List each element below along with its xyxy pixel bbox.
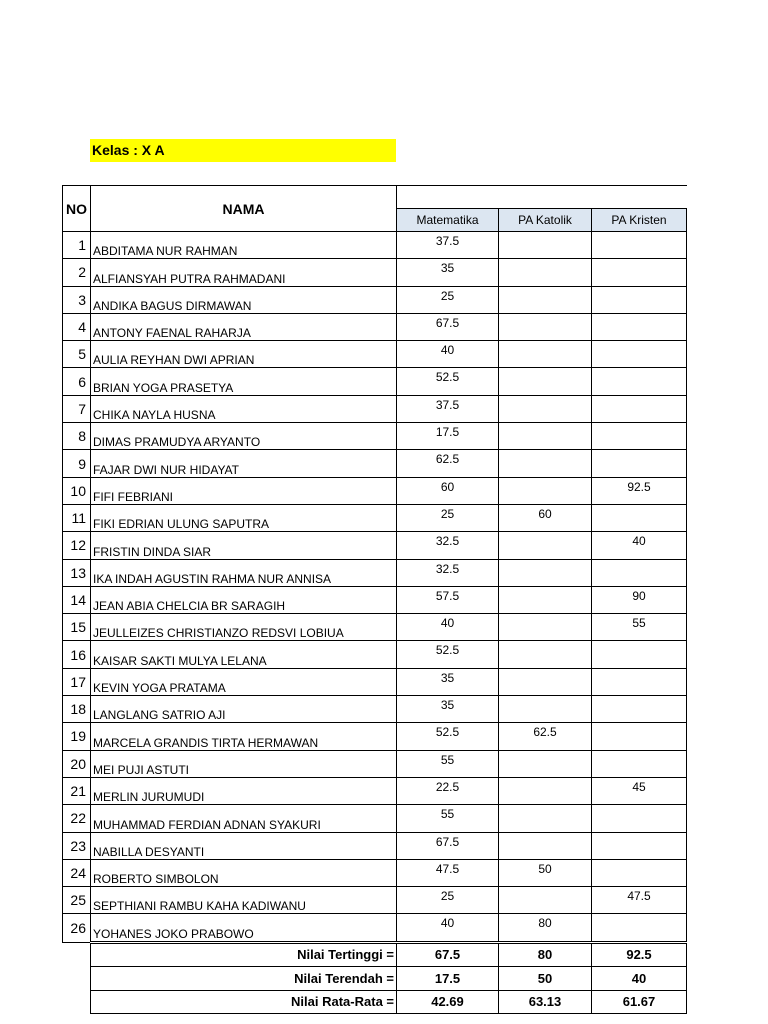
table-row	[63, 423, 687, 450]
score-pa-katolik	[499, 368, 592, 395]
student-name: ROBERTO SIMBOLON	[91, 859, 397, 886]
table-row	[63, 614, 687, 641]
score-matematika: 47.5	[397, 859, 499, 886]
score-pa-katolik	[499, 477, 592, 504]
score-pa-katolik	[499, 450, 592, 477]
student-name: ANDIKA BAGUS DIRMAWAN	[91, 286, 397, 313]
score-pa-kristen	[592, 259, 687, 286]
score-matematika: 35	[397, 696, 499, 723]
score-pa-katolik	[499, 641, 592, 668]
score-pa-kristen: 47.5	[592, 887, 687, 914]
student-name: MERLIN JURUMUDI	[91, 777, 397, 804]
row-number: 22	[63, 805, 91, 832]
score-pa-kristen	[592, 641, 687, 668]
student-name: IKA INDAH AGUSTIN RAHMA NUR ANNISA	[91, 559, 397, 586]
score-pa-kristen	[592, 914, 687, 942]
student-name: CHIKA NAYLA HUSNA	[91, 395, 397, 422]
summary-pa-kristen: 92.5	[592, 942, 687, 967]
summary-pa-katolik: 63.13	[499, 990, 592, 1014]
row-number: 1	[63, 232, 91, 259]
student-name: KEVIN YOGA PRATAMA	[91, 668, 397, 695]
score-pa-katolik	[499, 259, 592, 286]
table-row	[63, 723, 687, 750]
score-pa-kristen	[592, 696, 687, 723]
table-row	[63, 750, 687, 777]
summary-row	[63, 942, 687, 967]
score-pa-katolik	[499, 232, 592, 259]
student-name: AULIA REYHAN DWI APRIAN	[91, 341, 397, 368]
table-row	[63, 532, 687, 559]
grades-table	[62, 185, 687, 1014]
summary-pa-kristen: 61.67	[592, 990, 687, 1014]
summary-pa-katolik: 50	[499, 967, 592, 991]
table-row	[63, 504, 687, 531]
student-name: FIFI FEBRIANI	[91, 477, 397, 504]
row-number: 12	[63, 532, 91, 559]
row-number: 26	[63, 914, 91, 942]
row-number: 10	[63, 477, 91, 504]
summary-spacer	[63, 942, 91, 967]
header-row-top	[63, 186, 687, 209]
table-row	[63, 259, 687, 286]
student-name: BRIAN YOGA PRASETYA	[91, 368, 397, 395]
score-pa-katolik	[499, 750, 592, 777]
score-pa-katolik	[499, 532, 592, 559]
row-number: 24	[63, 859, 91, 886]
row-number: 6	[63, 368, 91, 395]
header-pa-katolik: PA Katolik	[499, 209, 592, 232]
table-row	[63, 286, 687, 313]
score-pa-kristen	[592, 286, 687, 313]
score-pa-katolik	[499, 313, 592, 340]
score-pa-kristen	[592, 723, 687, 750]
row-number: 13	[63, 559, 91, 586]
table-row	[63, 805, 687, 832]
row-number: 2	[63, 259, 91, 286]
table-row	[63, 668, 687, 695]
score-pa-katolik	[499, 586, 592, 613]
score-matematika: 32.5	[397, 532, 499, 559]
table-row	[63, 586, 687, 613]
summary-row	[63, 967, 687, 991]
score-matematika: 25	[397, 504, 499, 531]
summary-matematika: 42.69	[397, 990, 499, 1014]
summary-matematika: 17.5	[397, 967, 499, 991]
score-matematika: 40	[397, 614, 499, 641]
row-number: 11	[63, 504, 91, 531]
summary-label: Nilai Tertinggi =	[91, 942, 397, 967]
score-pa-kristen: 45	[592, 777, 687, 804]
student-name: MUHAMMAD FERDIAN ADNAN SYAKURI	[91, 805, 397, 832]
table-row	[63, 641, 687, 668]
header-nama: NAMA	[91, 186, 397, 232]
score-pa-kristen	[592, 559, 687, 586]
table-row	[63, 395, 687, 422]
score-pa-katolik	[499, 559, 592, 586]
score-matematika: 52.5	[397, 368, 499, 395]
row-number: 25	[63, 887, 91, 914]
row-number: 5	[63, 341, 91, 368]
score-pa-kristen: 92.5	[592, 477, 687, 504]
row-number: 9	[63, 450, 91, 477]
summary-row	[63, 990, 687, 1014]
table-row	[63, 887, 687, 914]
score-pa-kristen	[592, 805, 687, 832]
table-row	[63, 859, 687, 886]
score-matematika: 40	[397, 914, 499, 942]
score-matematika: 37.5	[397, 395, 499, 422]
score-pa-kristen	[592, 232, 687, 259]
row-number: 8	[63, 423, 91, 450]
score-pa-kristen: 40	[592, 532, 687, 559]
score-pa-kristen	[592, 832, 687, 859]
row-number: 19	[63, 723, 91, 750]
row-number: 14	[63, 586, 91, 613]
student-name: MARCELA GRANDIS TIRTA HERMAWAN	[91, 723, 397, 750]
student-name: FIKI EDRIAN ULUNG SAPUTRA	[91, 504, 397, 531]
score-matematika: 25	[397, 887, 499, 914]
summary-pa-katolik: 80	[499, 942, 592, 967]
score-pa-kristen	[592, 859, 687, 886]
row-number: 20	[63, 750, 91, 777]
score-matematika: 35	[397, 668, 499, 695]
student-name: MEI PUJI ASTUTI	[91, 750, 397, 777]
score-pa-katolik	[499, 286, 592, 313]
header-pa-kristen: PA Kristen	[592, 209, 687, 232]
score-pa-kristen	[592, 368, 687, 395]
row-number: 17	[63, 668, 91, 695]
score-pa-kristen: 90	[592, 586, 687, 613]
summary-label: Nilai Terendah =	[91, 967, 397, 991]
score-pa-katolik	[499, 887, 592, 914]
score-pa-katolik	[499, 614, 592, 641]
score-matematika: 32.5	[397, 559, 499, 586]
score-pa-kristen: 55	[592, 614, 687, 641]
class-label: Kelas : X A	[90, 139, 396, 162]
table-row	[63, 450, 687, 477]
score-pa-katolik: 60	[499, 504, 592, 531]
row-number: 15	[63, 614, 91, 641]
student-name: ANTONY FAENAL RAHARJA	[91, 313, 397, 340]
table-row	[63, 914, 687, 942]
student-name: FAJAR DWI NUR HIDAYAT	[91, 450, 397, 477]
score-pa-kristen	[592, 395, 687, 422]
score-pa-katolik: 50	[499, 859, 592, 886]
student-name: DIMAS PRAMUDYA ARYANTO	[91, 423, 397, 450]
score-pa-katolik	[499, 696, 592, 723]
table-row	[63, 477, 687, 504]
score-matematika: 67.5	[397, 832, 499, 859]
score-matematika: 22.5	[397, 777, 499, 804]
header-no: NO	[63, 186, 91, 232]
score-pa-katolik	[499, 668, 592, 695]
row-number: 4	[63, 313, 91, 340]
score-pa-katolik	[499, 341, 592, 368]
header-blank	[397, 186, 687, 209]
table-row	[63, 313, 687, 340]
summary-label: Nilai Rata-Rata =	[91, 990, 397, 1014]
score-matematika: 55	[397, 805, 499, 832]
summary-pa-kristen: 40	[592, 967, 687, 991]
score-pa-katolik: 62.5	[499, 723, 592, 750]
score-matematika: 67.5	[397, 313, 499, 340]
score-matematika: 35	[397, 259, 499, 286]
table-row	[63, 696, 687, 723]
score-matematika: 60	[397, 477, 499, 504]
score-matematika: 40	[397, 341, 499, 368]
score-pa-kristen	[592, 450, 687, 477]
score-pa-kristen	[592, 504, 687, 531]
row-number: 21	[63, 777, 91, 804]
score-matematika: 52.5	[397, 641, 499, 668]
table-row	[63, 368, 687, 395]
student-name: JEAN ABIA CHELCIA BR SARAGIH	[91, 586, 397, 613]
student-name: NABILLA DESYANTI	[91, 832, 397, 859]
summary-spacer	[63, 990, 91, 1014]
row-number: 23	[63, 832, 91, 859]
student-name: SEPTHIANI RAMBU KAHA KADIWANU	[91, 887, 397, 914]
student-name: ABDITAMA NUR RAHMAN	[91, 232, 397, 259]
row-number: 16	[63, 641, 91, 668]
score-matematika: 17.5	[397, 423, 499, 450]
score-pa-katolik	[499, 832, 592, 859]
student-name: ALFIANSYAH PUTRA RAHMADANI	[91, 259, 397, 286]
student-name: KAISAR SAKTI MULYA LELANA	[91, 641, 397, 668]
score-pa-kristen	[592, 423, 687, 450]
score-matematika: 62.5	[397, 450, 499, 477]
score-matematika: 52.5	[397, 723, 499, 750]
table-row	[63, 341, 687, 368]
score-pa-kristen	[592, 341, 687, 368]
student-name: LANGLANG SATRIO AJI	[91, 696, 397, 723]
score-pa-katolik	[499, 805, 592, 832]
student-name: JEULLEIZES CHRISTIANZO REDSVI LOBIUA	[91, 614, 397, 641]
row-number: 18	[63, 696, 91, 723]
score-matematika: 55	[397, 750, 499, 777]
summary-matematika: 67.5	[397, 942, 499, 967]
score-pa-katolik	[499, 395, 592, 422]
table-row	[63, 777, 687, 804]
summary-spacer	[63, 967, 91, 991]
header-matematika: Matematika	[397, 209, 499, 232]
student-name: YOHANES JOKO PRABOWO	[91, 914, 397, 942]
row-number: 3	[63, 286, 91, 313]
score-pa-kristen	[592, 750, 687, 777]
table-row	[63, 232, 687, 259]
score-pa-katolik	[499, 777, 592, 804]
score-pa-katolik	[499, 423, 592, 450]
row-number: 7	[63, 395, 91, 422]
table-row	[63, 559, 687, 586]
score-pa-katolik: 80	[499, 914, 592, 942]
score-matematika: 37.5	[397, 232, 499, 259]
score-matematika: 25	[397, 286, 499, 313]
score-pa-kristen	[592, 668, 687, 695]
score-pa-kristen	[592, 313, 687, 340]
score-matematika: 57.5	[397, 586, 499, 613]
student-name: FRISTIN DINDA SIAR	[91, 532, 397, 559]
table-row	[63, 832, 687, 859]
